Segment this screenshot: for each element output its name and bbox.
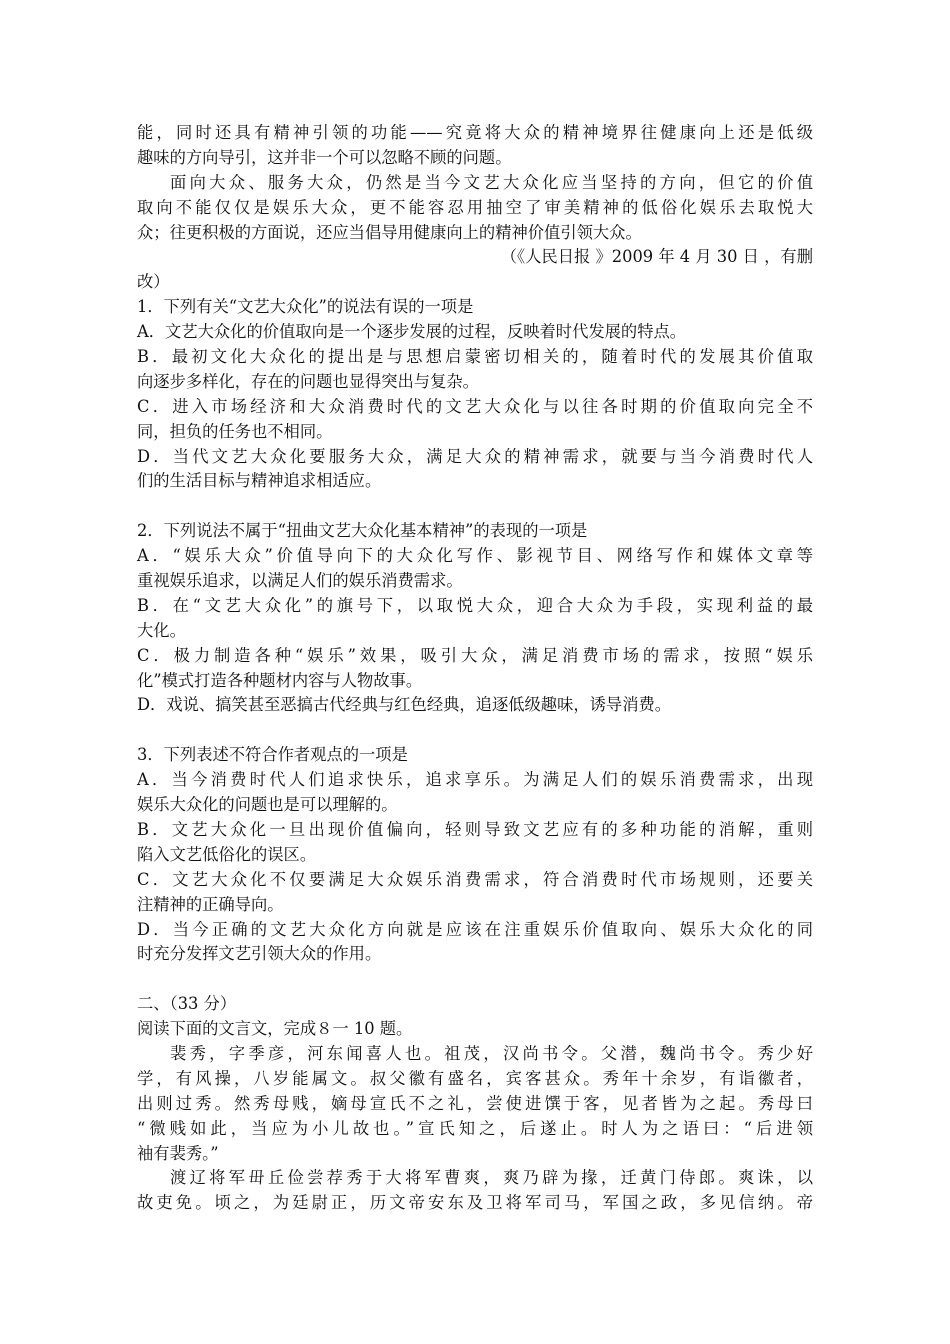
question-1-stem: 1．下列有关“文艺大众化”的说法有误的一项是 xyxy=(137,297,474,317)
question-2-stem: 2．下列说法不属于“扭曲文艺大众化基本精神”的表现的一项是 xyxy=(137,521,588,541)
classical-text-line: 学，有风操，八岁能属文。叔父徽有盛名，宾客甚众。秀年十余岁，有诣徽者， xyxy=(137,1068,813,1088)
text-line: 能，同时还具有精神引领的功能——究竟将大众的精神境界往健康向上还是低级 xyxy=(137,123,813,142)
text-line: 众；往更积极的方面说，还应当倡导用健康向上的精神价值引领大众。 xyxy=(137,222,642,242)
question-1-option-c-cont: 同，担负的任务也不相同。 xyxy=(137,421,333,441)
spacer xyxy=(137,967,813,992)
question-2-option-b: B．在“文艺大众化”的旗号下，以取悦大众，迎合大众为手段，实现利益的最 xyxy=(137,595,813,615)
classical-text-line: 渡辽将军毌丘俭尝荐秀于大将军曹爽，爽乃辟为掾，迁黄门侍郎。爽诛，以 xyxy=(170,1168,813,1188)
question-2-option-a-cont: 重视娱乐追求，以满足人们的娱乐消费需求。 xyxy=(137,571,463,591)
spacer xyxy=(137,718,813,743)
source-citation-end: 改） xyxy=(137,272,170,292)
classical-text-line: 出则过秀。然秀母贱，嫡母宣氏不之礼，尝使进馔于客，见者皆为之起。秀母曰 xyxy=(137,1093,813,1113)
question-3-option-d-cont: 时充分发挥文艺引领大众的作用。 xyxy=(137,944,382,964)
section-heading: 二、（33 分） xyxy=(137,994,237,1014)
spacer xyxy=(137,494,813,519)
question-2-option-c: C．极力制造各种“娱乐”效果，吸引大众，满足消费市场的需求，按照“娱乐 xyxy=(137,645,813,665)
source-citation: （《人民日报 》2009 年 4 月 30 日 ，有删 xyxy=(500,247,813,267)
classical-text-line: “微贱如此，当应为小儿故也。”宣氏知之，后遂止。时人为之语曰：“后进领 xyxy=(137,1118,813,1138)
question-3-stem: 3．下列表述不符合作者观点的一项是 xyxy=(137,745,408,765)
question-3-option-a: A．当今消费时代人们追求快乐，追求享乐。为满足人们的娱乐消费需求，出现 xyxy=(137,770,813,790)
classical-text-line: 故吏免。顷之，为廷尉正，历文帝安东及卫将军司马，军国之政，多见信纳。帝 xyxy=(137,1193,813,1213)
classical-text-line: 裴秀，字季彦，河东闻喜人也。祖茂，汉尚书令。父潜，魏尚书令。秀少好 xyxy=(170,1043,813,1063)
question-1-option-b: B．最初文化大众化的提出是与思想启蒙密切相关的，随着时代的发展其价值取 xyxy=(137,347,813,367)
question-1-option-d: D．当代文艺大众化要服务大众，满足大众的精神需求，就要与当今消费时代人 xyxy=(137,446,813,466)
question-3-option-b-cont: 陷入文艺低俗化的误区。 xyxy=(137,844,317,864)
question-3-option-d: D．当今正确的文艺大众化方向就是应该在注重娱乐价值取向、娱乐大众化的同 xyxy=(137,919,813,939)
question-1-option-b-cont: 向逐步多样化，存在的问题也显得突出与复杂。 xyxy=(137,371,479,391)
question-1-option-a: A．文艺大众化的价值取向是一个逐步发展的过程，反映着时代发展的特点。 xyxy=(137,322,687,342)
classical-text-line: 袖有裴秀。” xyxy=(137,1143,219,1163)
question-2-option-c-cont: 化”模式打造各种题材内容与人物故事。 xyxy=(137,670,423,690)
question-3-option-c-cont: 注精神的正确导向。 xyxy=(137,894,284,914)
question-3-option-b: B．文艺大众化一旦出现价值偏向，轻则导致文艺应有的多种功能的消解，重则 xyxy=(137,819,813,839)
section-instruction: 阅读下面的文言文，完成８一 10 题。 xyxy=(137,1019,413,1039)
text-line: 趣味的方向导引，这并非一个可以忽略不顾的问题。 xyxy=(137,147,512,167)
question-2-option-b-cont: 大化。 xyxy=(137,620,186,640)
question-3-option-a-cont: 娱乐大众化的问题也是可以理解的。 xyxy=(137,795,398,815)
question-2-option-a: A．“娱乐大众”价值导向下的大众化写作、影视节目、网络写作和媒体文章等 xyxy=(137,546,813,566)
question-2-option-d: D．戏说、搞笑甚至恶搞古代经典与红色经典，追逐低级趣味，诱导消费。 xyxy=(137,695,672,715)
question-3-option-c: C．文艺大众化不仅要满足大众娱乐消费需求，符合消费时代市场规则，还要关 xyxy=(137,869,813,889)
text-line: 面向大众、服务大众，仍然是当今文艺大众化应当坚持的方向，但它的价值 xyxy=(170,172,813,192)
document-page xyxy=(137,121,813,1216)
text-line: 取向不能仅仅是娱乐大众，更不能容忍用抽空了审美精神的低俗化娱乐去取悦大 xyxy=(137,197,813,217)
question-1-option-c: C．进入市场经济和大众消费时代的文艺大众化与以往各时期的价值取向完全不 xyxy=(137,396,813,416)
question-1-option-d-cont: 们的生活目标与精神追求相适应。 xyxy=(137,471,382,491)
